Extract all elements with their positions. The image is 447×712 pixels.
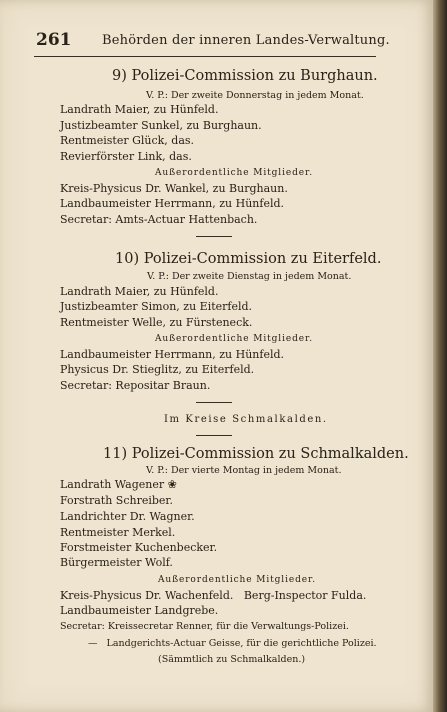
section-10-extra-member: Landbaumeister Herrmann, zu Hünfeld.: [60, 348, 285, 361]
section-11-extra-member: Kreis-Physicus Dr. Wachenfeld. Berg-Inspector Fulda.: [60, 589, 367, 602]
divider: [196, 236, 232, 237]
section-10-meeting: V. P.: Der zweite Dienstag in jedem Monat.: [147, 271, 352, 282]
running-header: Behörden der inneren Landes-Verwaltung.: [102, 33, 390, 48]
section-9-secretary: Secretar: Amts-Actuar Hattenbach.: [60, 213, 258, 226]
section-9-meeting: V. P.: Der zweite Donnerstag in jedem Monat.: [146, 90, 364, 101]
section-9-member: Rentmeister Glück, das.: [60, 134, 195, 147]
section-11-title: 11) Polizei-Commission zu Schmalkalden.: [103, 446, 409, 462]
section-11-member: Rentmeister Merkel.: [60, 526, 176, 539]
section-9-member: Landrath Maier, zu Hünfeld.: [60, 103, 219, 116]
section-11-member: Forstrath Schreiber.: [60, 494, 173, 507]
section-10-title: 10) Polizei-Commission zu Eiterfeld.: [115, 251, 382, 267]
section-11-secretary: Secretar: Kreissecretar Renner, für die Verwaltungs-Polizei.: [60, 621, 349, 632]
section-9-title: 9) Polizei-Commission zu Burghaun.: [112, 68, 378, 84]
header-rule: [34, 56, 376, 57]
section-11-secretary-2: — Landgerichts-Actuar Geisse, für die gerichtliche Polizei.: [88, 638, 377, 649]
section-9-extra-member: Kreis-Physicus Dr. Wankel, zu Burghaun.: [60, 182, 288, 195]
section-11-extra-heading: Außerordentliche Mitglieder.: [158, 575, 316, 585]
section-9-extra-heading: Außerordentliche Mitglieder.: [155, 168, 313, 178]
section-11-meeting: V. P.: Der vierte Montag in jedem Monat.: [146, 465, 342, 476]
section-11-member: Forstmeister Kuchenbecker.: [60, 541, 218, 554]
section-9-member: Justizbeamter Sunkel, zu Burghaun.: [60, 119, 262, 132]
section-10-extra-member: Physicus Dr. Stieglitz, zu Eiterfeld.: [60, 363, 255, 376]
section-9-extra-member: Landbaumeister Herrmann, zu Hünfeld.: [60, 197, 285, 210]
section-11-member: Bürgermeister Wolf.: [60, 556, 173, 569]
section-10-member: Rentmeister Welle, zu Fürsteneck.: [60, 316, 253, 329]
section-10-secretary: Secretar: Repositar Braun.: [60, 379, 211, 392]
section-11-extra-member: Landbaumeister Landgrebe.: [60, 604, 219, 617]
section-10-member: Landrath Maier, zu Hünfeld.: [60, 285, 219, 298]
section-10-member: Justizbeamter Simon, zu Eiterfeld.: [60, 300, 253, 313]
divider: [196, 435, 232, 436]
section-10-extra-heading: Außerordentliche Mitglieder.: [155, 334, 313, 344]
page-number: 261: [36, 30, 72, 50]
page-edge: [433, 0, 447, 712]
district-heading: Im Kreise Schmalkalden.: [164, 414, 328, 425]
section-9-member: Revierförster Link, das.: [60, 150, 192, 163]
section-11-member: Landrath Wagener ❀: [60, 478, 177, 491]
section-11-member: Landrichter Dr. Wagner.: [60, 510, 195, 523]
section-11-note: (Sämmtlich zu Schmalkalden.): [158, 654, 306, 665]
divider: [196, 402, 232, 403]
